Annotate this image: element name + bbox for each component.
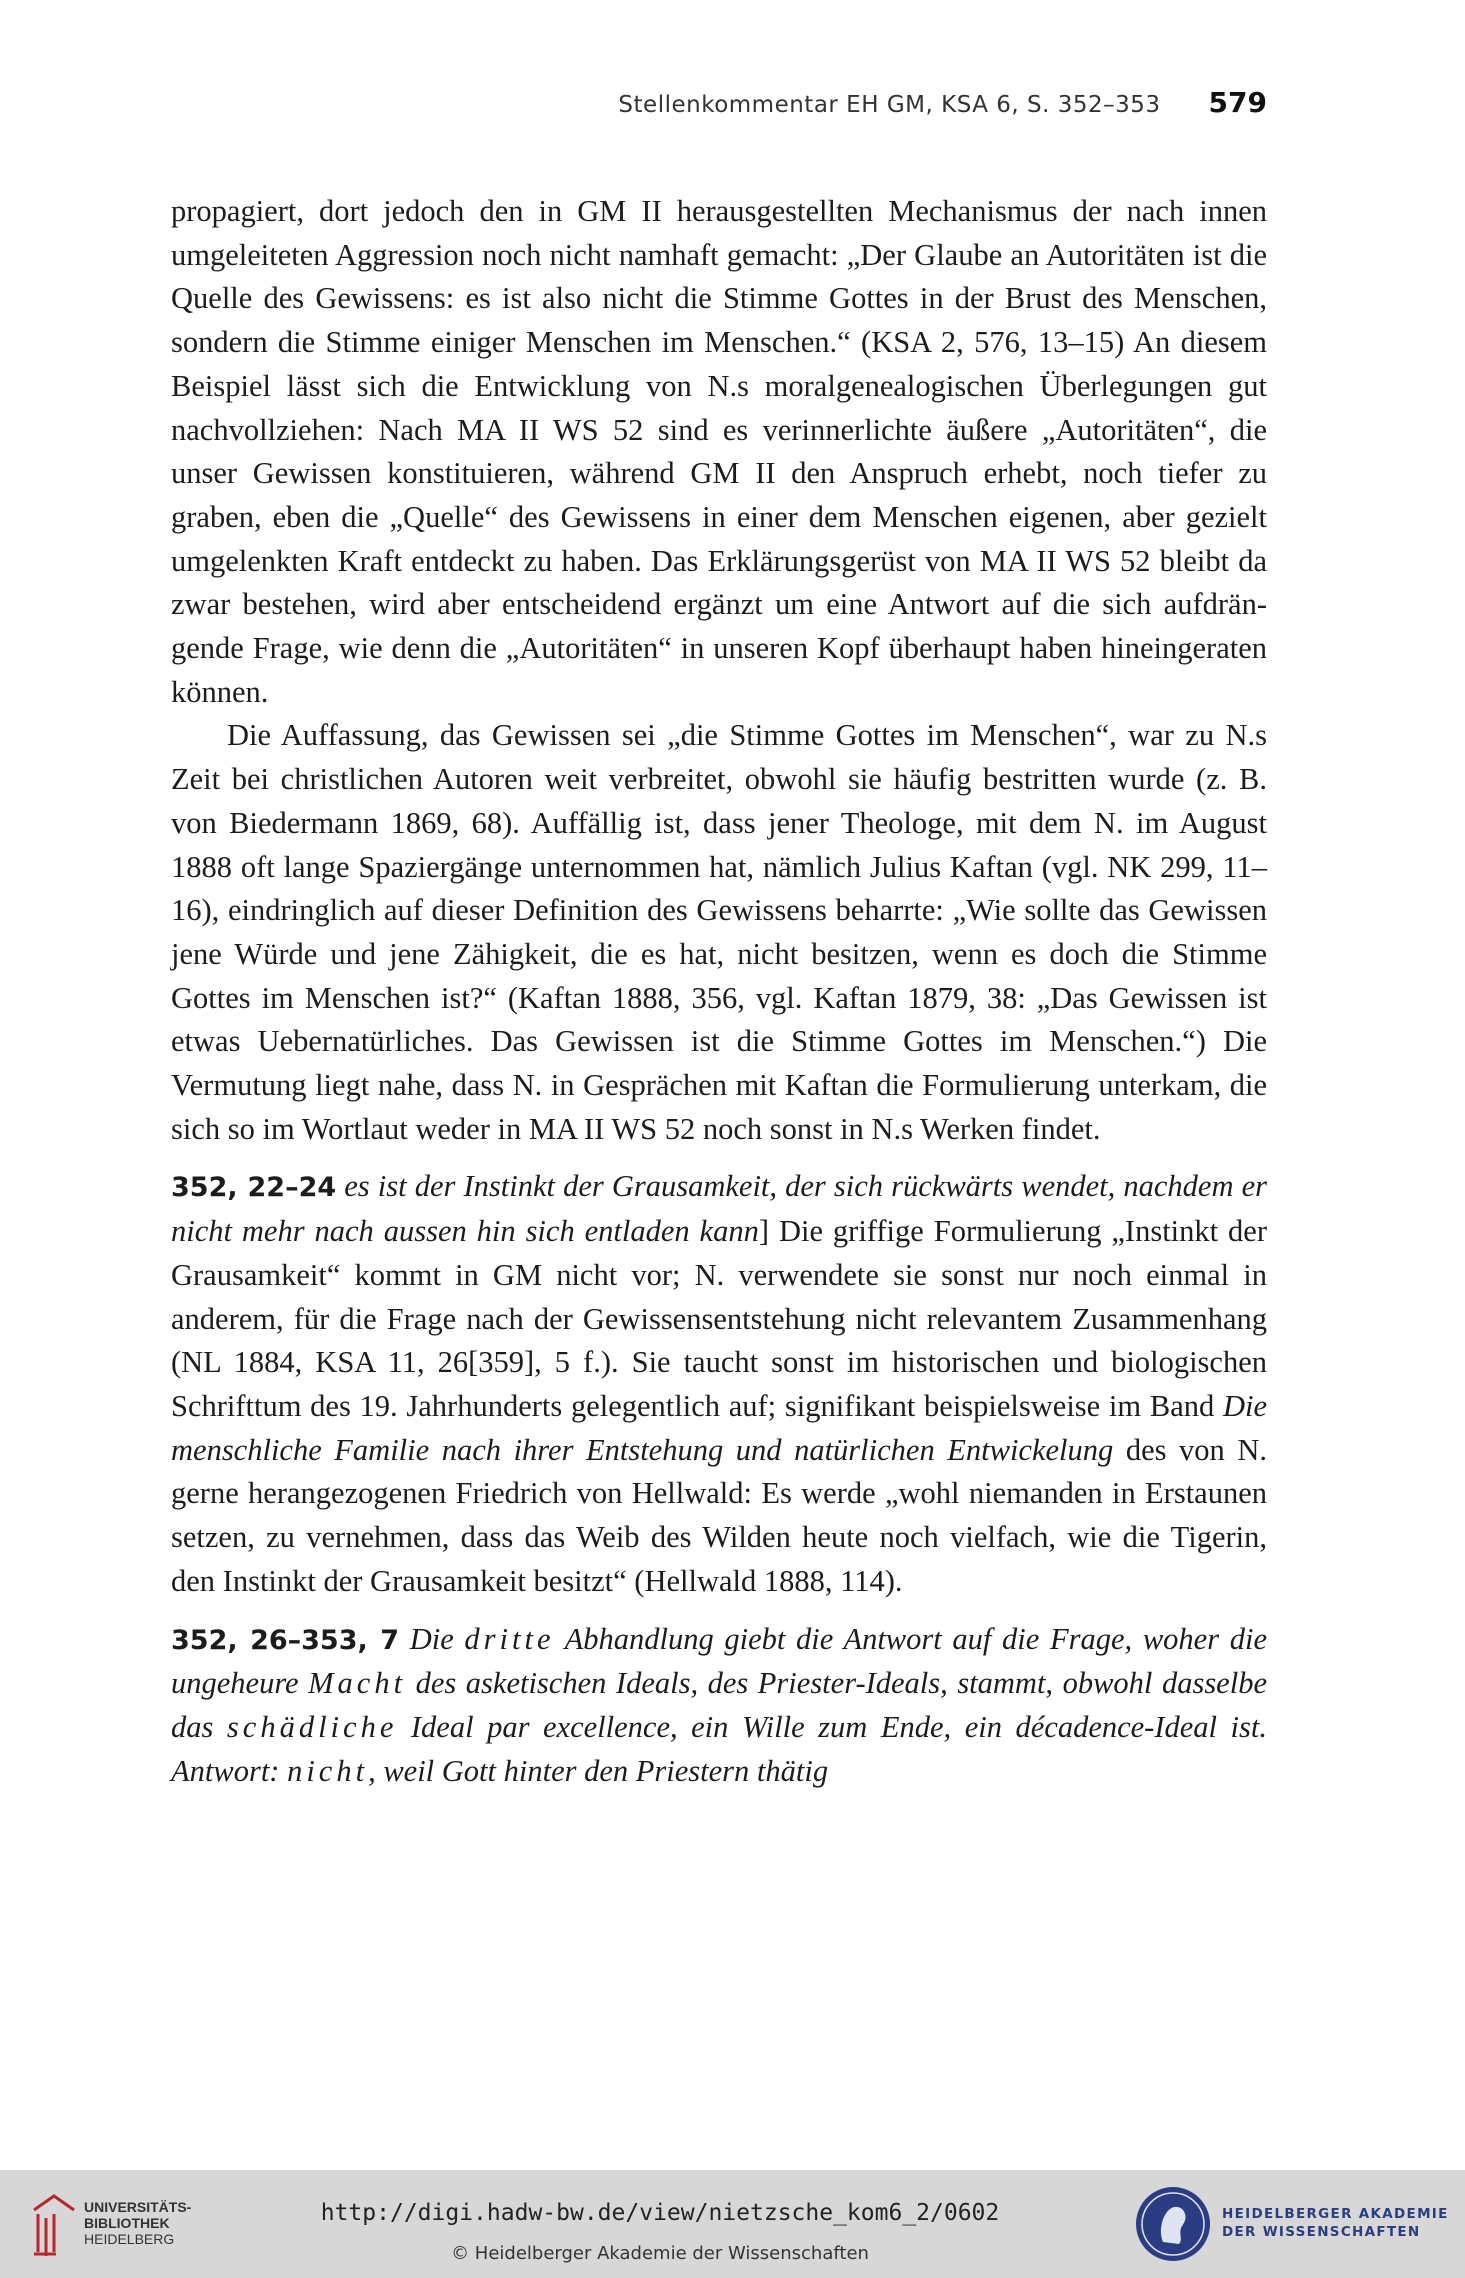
source-url-link[interactable]: http://digi.hadw-bw.de/view/nietzsche_kom6_2/0602 [320, 2200, 1000, 2226]
spaced-word: schädliche [226, 1709, 398, 1744]
paragraph-2: Die Auffassung, das Gewissen sei „die Stimme Gottes im Menschen“, war zu N.s Zeit bei christlichen Autoren weit verbreitet, obwohl sie häufig bestritten wurde (z. B. von Biedermann 1869, 68). Auffällig ist, dass jener Theologe, mit dem N. im August 1888 oft lange Spaziergänge unternommen hat, nämlich Julius Kaftan (vgl. NK 299, 11–16), eindringlich auf dieser Definition des Gewissens beharrte: „Wie sollte das Gewissen jene Würde und jene Zähigkeit, die es hat, nicht besitzen, wenn es doch die Stimme Gottes im Menschen ist?“ (Kaftan 1888, 356, vgl. Kaftan 1879, 38: „Das Gewissen ist etwas Uebernatürliches. Das Gewissen ist die Stimme Gottes im Menschen.“) Die Vermutung liegt nahe, dass N. in Gesprächen mit Kaftan die Formulierung unterkam, die sich so im Wortlaut weder in MA II WS 52 noch sonst in N.s Werken findet. [171, 718, 1267, 1146]
lemma-part: des asketischen Ideals, des Priester-Ideals, stammt, obwohl dasselbe das [171, 1666, 1267, 1744]
lemma-part: Abhandlung giebt die Antwort auf die Frage, woher die ungeheure [171, 1621, 1268, 1701]
commentary-text: Die griffige Formulierung „Instinkt der Grausamkeit“ kommt in GM nicht vor; N. verwendete sie sonst nur noch einmal in anderem, für die Frage nach der Gewissensentstehung nicht relevantem Zusammenhang (NL 1884, KSA 11, 26[359], 5 f.). Sie taucht sonst im historischen und biologischen Schrifttum des 19. Jahrhunderts gelegentlich auf; signifikant beispielsweise im Band [171, 1214, 1267, 1423]
spaced-word: Macht [308, 1666, 407, 1701]
library-name: UNIVERSITÄTS- BIBLIOTHEK HEIDELBERG [84, 2199, 192, 2247]
university-library-logo-icon [30, 2190, 78, 2260]
lemma-part: , weil Gott hinter den Priestern thätig [368, 1753, 829, 1788]
lemma-bracket: ] [758, 1214, 770, 1249]
commentary-entry-2 [171, 1618, 1267, 1794]
line-reference: 352, 26–353, 7 [171, 1624, 399, 1656]
lemma-part: Ideal par excellence, ein Wille zum Ende, ein décadence-Ideal ist. Antwort: [171, 1709, 1267, 1788]
body-text [171, 190, 1267, 1793]
lemma: es ist der Instinkt der Grausamkeit, der sich rückwärts wendet, nachdem er nicht mehr nach aussen hin sich entladen kann [171, 1169, 1267, 1249]
running-head [618, 86, 1267, 119]
footer-bar [0, 2170, 1465, 2278]
book-title: Die menschliche Familie nach ihrer Entstehung und natürlichen Entwickelung [171, 1388, 1267, 1467]
copyright-notice: © Heidelberger Akademie der Wissenschaften [451, 2243, 869, 2264]
lemma-part: Die [409, 1621, 465, 1656]
spaced-word: nicht [287, 1753, 369, 1788]
spaced-word: dritte [464, 1621, 555, 1656]
page-number: 579 [1208, 86, 1267, 119]
academy-name: HEIDELBERGER AKADEMIE DER WISSENSCHAFTEN [1222, 2206, 1449, 2240]
commentary-text-cont: des von N. gerne herangezogenen Friedrich von Hellwald: Es werde „wohl niemanden in Erstaunen setzen, zu vernehmen, dass das Weib des Wilden heute noch vielfach, wie die Tigerin, den Instinkt der Grausamkeit besitzt“ (Hellwald 1888, 114). [171, 1432, 1268, 1598]
academy-seal-icon [1133, 2184, 1213, 2264]
running-title: Stellenkommentar EH GM, KSA 6, S. 352–353 [618, 92, 1161, 118]
commentary-entry-1 [171, 1165, 1267, 1603]
paragraph-1: propagiert, dort jedoch den in GM II herausgestellten Mechanismus der nach innen umgeleiteten Aggression noch nicht namhaft gemacht: „Der Glaube an Autoritäten ist die Quelle des Gewissens: es ist also nicht die Stimme Gottes in der Brust des Menschen, sondern die Stimme einiger Menschen im Menschen.“ (KSA 2, 576, 13–15) An diesem Beispiel lässt sich die Entwicklung von N.s moralgenealogischen Überlegungen gut nachvollziehen: Nach MA II WS 52 sind es verinnerlichte äußere „Autoritäten“, die unser Gewissen konstituieren, während GM II den Anspruch erhebt, noch tiefer zu graben, eben die „Quelle“ des Gewissens in einer dem Menschen eigenen, aber gezielt umgelenkten Kraft entdeckt zu haben. Das Erklärungsgerüst von MA II WS 52 bleibt da zwar bestehen, wird aber entscheidend ergänzt um eine Antwort auf die sich aufdrängende Frage, wie denn die „Autoritäten“ in unseren Kopf überhaupt haben hineingeraten können. [171, 194, 1267, 709]
line-reference: 352, 22–24 [171, 1172, 337, 1204]
